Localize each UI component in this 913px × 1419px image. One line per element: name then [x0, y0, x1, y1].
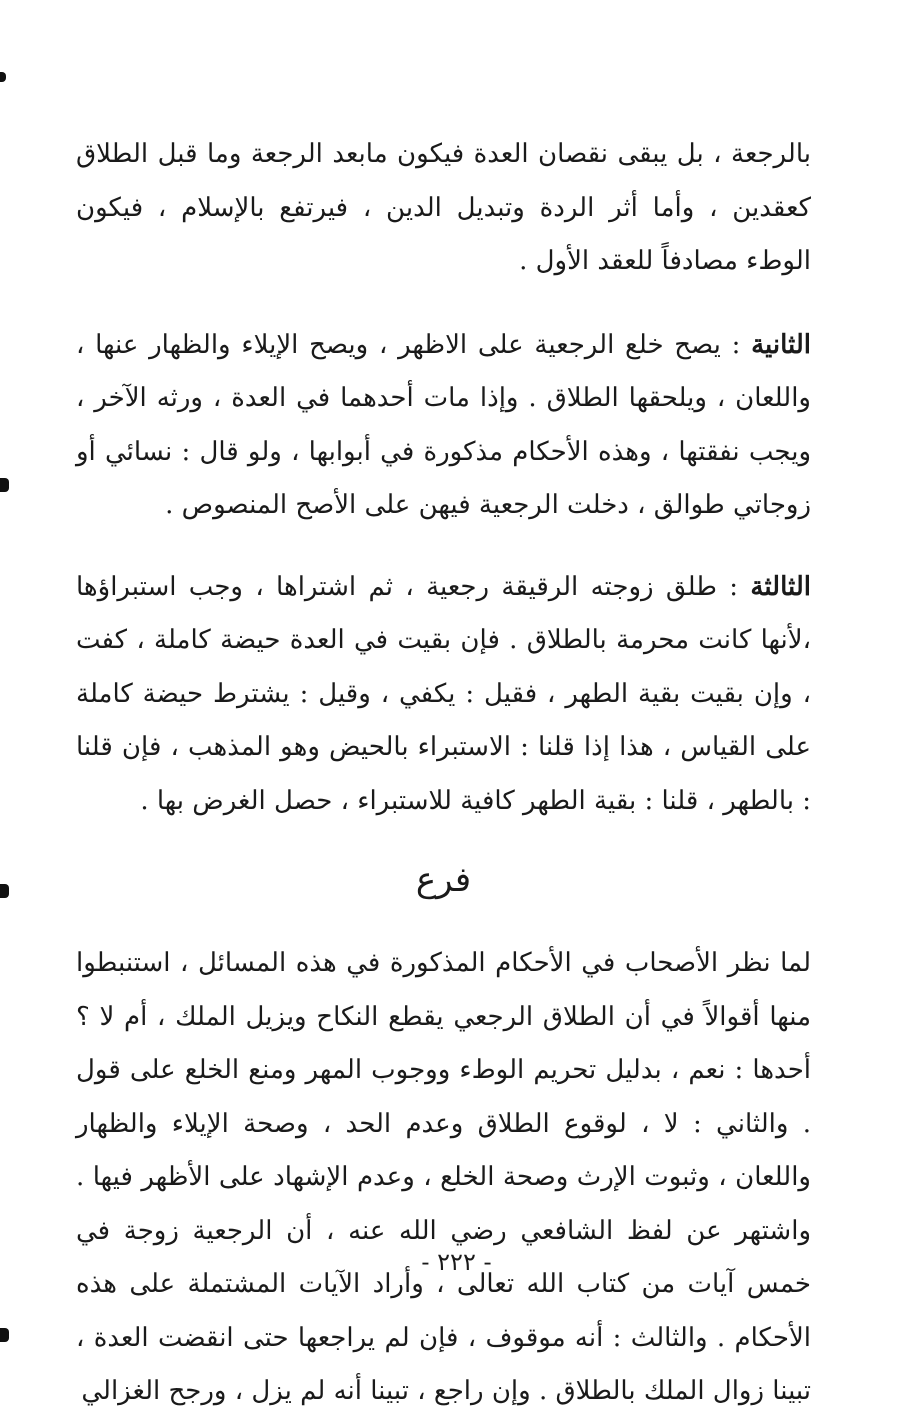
page-number: - ٢٢٢ - [421, 1248, 492, 1276]
paragraph-4: لما نظر الأصحاب في الأحكام المذكورة في هذه المسائل ، استنبطوا منها أقوالاً في أن الطلاق الرجعي يقطع النكاح ويزيل الملك ، أم لا ؟ أحدها : نعم ، بدليل تحريم الوطء ووجوب المهر ومنع الخلع على قول . والثاني : لا ، لوقوع الطلاق وعدم الحد ، وصحة الإيلاء والظهار واللعان ، وثبوت الإرث وصحة الخلع ، وعدم الإشهاد على الأظهر فيها . واشتهر عن لفظ الشافعي رضي الله عنه ، أن الرجعية زوجة في خمس آيات من كتاب الله تعالى ، وأراد الآيات المشتملة على هذه الأحكام . والثالث : أنه موقوف ، فإن لم يراجعها حتى انقضت العدة ، تبينا زوال الملك بالطلاق . وإن راجع ، تبينا أنه لم يزل ، ورجح الغزالي [76, 948, 811, 1406]
paragraph-3-text: : طلق زوجته الرقيقة رجعية ، ثم اشتراها ، وجب استبراؤها ،لأنها كانت محرمة بالطلاق . فإن بقيت في العدة حيضة كاملة ، كفت ، وإن بقيت بقية الطهر ، فقيل : يكفي ، وقيل : يشترط حيضة كاملة على القياس ، هذا إذا قلنا : الاستبراء بالحيض وهو المذهب ، فإن قلنا : بالطهر ، قلنا : بقية الطهر كافية للاستبراء ، حصل الغرض بها . [76, 571, 811, 816]
paragraph-1 [76, 128, 811, 289]
scan-edge-mark [0, 884, 9, 898]
paragraph-3 [76, 561, 811, 829]
paragraph-2 [76, 319, 811, 533]
paragraph-3-lead: الثالثة [750, 571, 811, 602]
paragraph-2-lead: الثانية [751, 329, 811, 360]
paragraph-2-text: : يصح خلع الرجعية على الاظهر ، ويصح الإيلاء والظهار عنها ، واللعان ، ويلحقها الطلاق . وإذا مات أحدهما في العدة ، ورثه الآخر ، ويجب نفقتها ، وهذه الأحكام مذكورة في أبوابها ، ولو قال : نسائي أو زوجاتي طوالق ، دخلت الرجعية فيهن على الأصح المنصوص . [76, 329, 811, 520]
scan-edge-mark [0, 72, 6, 82]
scan-edge-mark [0, 1328, 9, 1342]
page-body [76, 128, 811, 1419]
scan-edge-mark [0, 478, 9, 492]
section-heading: فرع [415, 860, 472, 900]
paragraph-1-text: بالرجعة ، بل يبقى نقصان العدة فيكون مابعد الرجعة وما قبل الطلاق كعقدين ، وأما أثر الردة وتبديل الدين ، فيرتفع بالإسلام ، فيكون الوطء مصادفاً للعقد الأول . [76, 139, 811, 276]
